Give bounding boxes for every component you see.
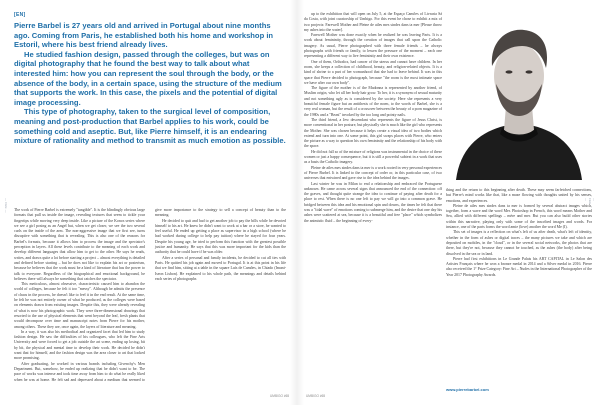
body-paragraph: Last winter he was in Milan to end a relationship and embraced the Portuguese unknown. He came across several signs that announced the end of the connection: off the graves, and thought quite strange the idea to continue of paying after death for a place to rest. When there is no one left to pay we will go into a common grave. He bridged between this idea and his emotional spin and downs, the times he felt that there was a "tidal wave" of emotions coming to submerge him, and the desire that one day his ashes were scattered at sea, because it is a beautiful and free "place" which symbolizes the animistic fluid – the beginning of every- xyxy=(304,181,442,223)
body-paragraph: Pierre had first exhibitions in Le Grande Palais his ART CAPITAL in Le Salon des Artistes Français where he won a bronze medal in 2014 and a Silver medal in 2016. Pierre also received the 1° Prize Category: Fine Art – Nudes in the International Photographer of the Year 2017 Photography Awards. xyxy=(446,256,592,277)
body-paragraph: thing and the return to this beginning after death. These may seem farfetched connections, but Pierre's mind works like that, like a maze flowing with thoughts united by his senses, emotions, and experiences. xyxy=(446,188,592,203)
right-page-middle-column xyxy=(304,12,442,388)
lead-paragraph: He studied fashion design, passed through the colleges, but was on digital photography that he found the best way to talk about what interested him: how you can represent the soul through the body, or the absence of the body, in a certain space, using the structure of the medium that supports the work. In this case, the pixels and the potential of digital image processing. xyxy=(14,49,282,107)
portrait-photo-icon xyxy=(446,10,592,180)
page-footer-right: UMBIGO #65 xyxy=(306,394,326,398)
body-paragraph: Pleine de ailes mes sindes dans ta mer is a work rooted in very personal experiences of Pierre Barbel. It is linked to the concept of order or, in this particular case, of two universes that entwined and gave rise to the idea behind the images. xyxy=(304,165,442,181)
artist-website-link[interactable]: www.pierrebarbel.com xyxy=(446,387,489,392)
page-gutter xyxy=(290,0,304,405)
body-paragraph: The third friend, a Jew descendant who represents the figure of Jesus Christ, is more conventional in her posture, but physically she is much like the girl who represents the Mother. She was chosen because it helps create a visual idea of two bodies which extend and turn into one. At some point, this girl swaps places with Pierre, who enters the picture as a way to question his own femininity and the relationship of his body with the space. xyxy=(304,117,442,149)
body-paragraph: He did not fall so of the mixture of religions was instrumental in the choice of these women or just a happy consequence, but it is still a powerful subtext in a work that uses as a basis the Catholic imagery. xyxy=(304,149,442,165)
body-paragraph: up to the exhibition that will open on July 5, at the Espaço Camões of Livraria Sá da Costa, with joint curatorship of Umbigo. For this event he chose to exhibit a mix of two projects: Farewell Mother and Pleine de ailes mes sindes dans ta mer [Please throw my ashes into the water]. xyxy=(304,12,442,32)
body-paragraph: This meticulous, almost obsessive, characteristic caused him to abandon the world of colleges, because he felt it too "messy". Although he admits the presence of chaos in the process, he doesn't like to feel it in the end result. At the same time, he felt he was not entirely owner of what he produced, as the colleges were based on elements drawn from existing images. Despite this, they were already revealing of what is now his photographic work. They were three-dimensional drawings that resorted to the use of physical elements that went beyond the leaf, fresh plants that would decompose over time and manuscript notes from Pierre for his mother, among others. These they are, once again, the layers of literature and meaning. xyxy=(14,282,145,329)
portrait-photo xyxy=(446,10,592,180)
language-kicker: [EN] xyxy=(14,12,26,18)
page-footer-left: UMBIGO #65 xyxy=(270,394,290,398)
body-paragraph: After graduating, he worked in various brands including Givenchy's Men Department. But, somehow, he ended up realizing that he didn't want to be. The pace of works was intense and took time away from him to do what he really liked when he was at home. He felt sad and depressed about a medium that seemed to give more importance to the strategy to sell a concept of beauty than to the meaning. xyxy=(14,208,286,382)
body-paragraph: Pleine de ailes mes sindes dans ta mer is formed by several abstract images which, together, form a wave and the word Mer. Photoshop in French, this word means Mother and Sea, allied with different spellings – mère and mer. But you can also build other stories within this narrative, playing only with some of the inscribed images and words. For instance, one of the parts forms the word amie (love) another the word Me (I). xyxy=(446,203,592,230)
body-paragraph: One of them, Orthodox, had cancer of the uterus and cannot have children. In her room, she keeps a collection of childhood, beauty, and religion-related objects. It is a kind of shrine to a part of her womanhood that she had to leave behind. It was in this space that Pierre decided to photograph, because "the room is the most intimate space we have after our own body". xyxy=(304,59,442,85)
body-paragraph: The work of Pierre Barbel is extremely "tangible". It is the blindingly obvious large formats that pull us inside the image, revealing textures that seem to tickle your fingertips while moving very deep inside. Like a picture of the Konos series where we see a girl posing as an Angel but, when we get closer, we see the two several curls on the inside of the arm. The non-aggressive image that we first see, turns disruptive with something that is revealing. This is also one of the reasons for Barbel's formats, because it allows him to process the image and the spectator's perception in layers. All these levels contribute to the meaning of each work and develop different languages that allow him to get to the other. He says he reads, writes, and draws quite a lot before starting a project – almost everything is detailed and defined before starting – but he does not like to explain his art or posterism, because he believes that the work must be a kind of literature that has the power to talk to everyone. Regardless of the biographical and emotional background, he believes there will always be something that catches the spectator. xyxy=(14,208,145,281)
right-page-right-column xyxy=(446,188,592,388)
side-folio-left: — FEE — xyxy=(4,198,8,213)
body-paragraph: He decided to quit and had to get another job to pay the bills while he devoted himself to his art. He knew he didn't want to work at a bar or a store, he wanted to feel useful. He ended up getting a place as supervisor in a high school (where he had worked during college to help pay tuition) where he stayed for four years. Despite his young age, he tried to perform this function with the greatest possible justice and humanity. He says that this was more important for the kids than the authority that he could have if he was older. xyxy=(155,218,286,255)
lead-paragraph: Pierre Barbel is 27 years old and arrived in Portugal about nine months ago. Coming from Paris, he established both his home and workshop in Estoril, where his best friend already lives. xyxy=(14,21,274,50)
body-paragraph: The figure of the mother is of the Madonna is represented by another friend, of Muslim origin, who let all her body hair grow. To her, it is a synonym of sexual maturity and not something ugly as is considered by the society. Here she represents a very beautiful female figure but an antithesis of the norm, to the words of Barbel, she is a very real woman, but the result of a crossover between the beauty of a porn magazine of the 1980s and a "Beast" invoked by the too long and pointy nails. xyxy=(304,86,442,117)
body-paragraph: This set of images is a reflection on what's left of us after death, what's left of identity, whether in the form of ashes or digital traces – the many pictures we take and which are deposited on mobiles, in the "cloud", or in the several social networks, the photos that are there, but they're not, because they cannot be touched, as the ashes (the body) after being dissolved in the sea or in land. xyxy=(446,230,592,256)
body-paragraph: Farewell Mother was done exactly when he realized he was leaving Paris. It is a work about femininity, through the creation of images that call upon the Catholic imagery. As usual, Pierre photographed with three female friends – he always photographs with friends or family, to lessen the pressure of the moment – each one representing a different way to live femininity and their own existence. xyxy=(304,33,442,59)
lead-paragraph: This type of photography, taken to the surgical level of composition, meaning and post-production that Barbel applies to his work, could be something cold and aseptic. But, like Pierre himself, it is an endearing mixture of rationality and method to transmit as much emotion as possible. xyxy=(14,107,286,146)
side-folio-right: — FEE — xyxy=(584,198,596,205)
left-page-body-columns xyxy=(14,208,286,388)
lead-paragraphs xyxy=(14,21,286,146)
body-paragraph: After a series of personal and family incidents, he decided to cut all ties with Paris. He quitted his job again and moved to Portugal. It is at this point in his life that we find him, sitting at a table in the square Luís de Camões, in Chiado (Imani-Iseon Lisbon). He explained to his whole path, the meanings and details behind each series of photographs xyxy=(155,255,286,281)
body-paragraph: In a way, it was also his methodical and organized facet that led him to study fashion design. He saw the difficulties of his colleagues, who left the Fine Arts University and were forced to get a job outside the art scene, ending up losing, bit by bit, the physical and mental time to develop their work. He decided he didn't want that for himself, and the fashion design was the area closer to art that looked more promising. xyxy=(14,329,145,361)
